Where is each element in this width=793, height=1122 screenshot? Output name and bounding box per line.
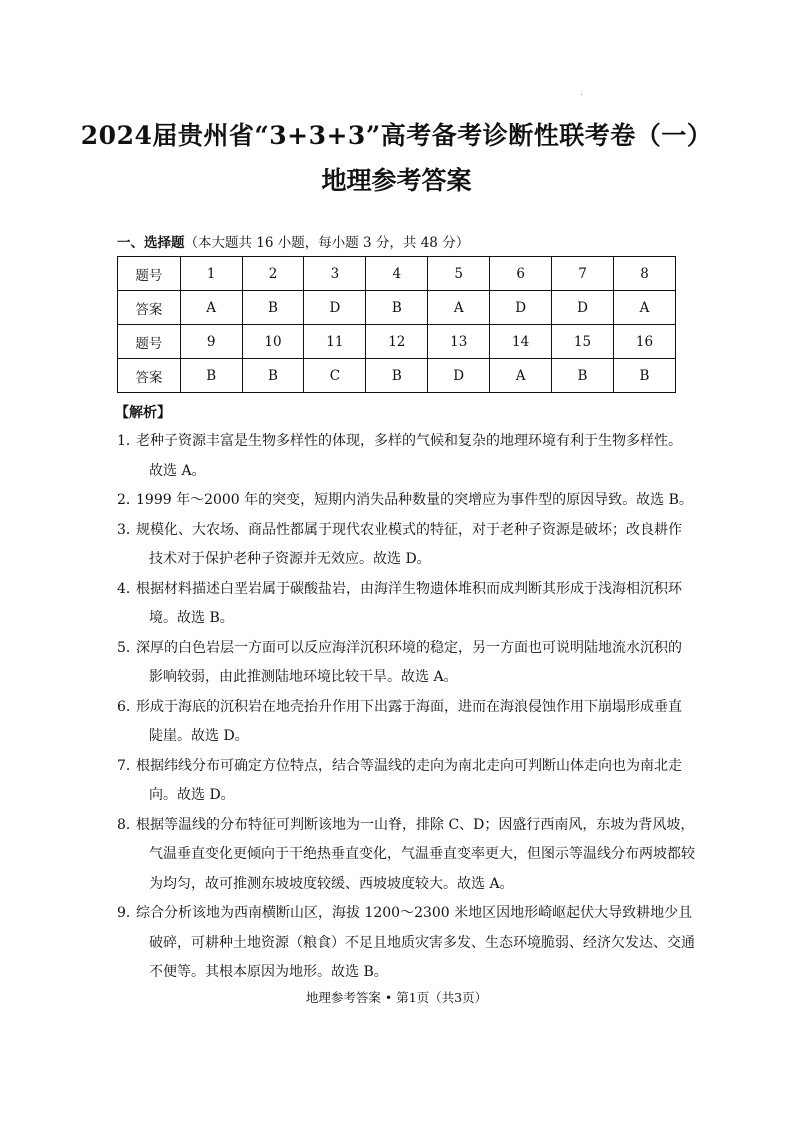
item-number: 7． xyxy=(117,757,140,774)
table-row xyxy=(118,325,676,359)
list-item xyxy=(117,516,687,575)
table-cell: 9 xyxy=(180,325,242,359)
table-cell: 12 xyxy=(366,325,428,359)
item-text-line: 不便等。其根本原因为地形。故选 B。 xyxy=(149,964,388,980)
section-heading xyxy=(117,231,469,251)
table-row xyxy=(118,359,676,393)
answer-table xyxy=(117,256,676,393)
list-item xyxy=(117,693,687,752)
item-text-line: 故选 A。 xyxy=(149,462,206,479)
table-cell: D xyxy=(552,291,614,325)
item-number: 1． xyxy=(117,433,140,449)
table-cell: D xyxy=(304,291,366,325)
table-cell: 2 xyxy=(242,257,304,291)
list-item xyxy=(117,899,695,988)
page-footer: 地理参考答案 • 第1页（共3页） xyxy=(305,990,488,1005)
item-number: 8． xyxy=(117,816,140,833)
list-item xyxy=(117,811,695,900)
table-cell: B xyxy=(242,291,304,325)
table-cell: 3 xyxy=(304,257,366,291)
document-title: 2024届贵州省“3+3+3”高考备考诊断性联考卷（一） xyxy=(80,121,713,150)
table-cell: 6 xyxy=(490,257,552,291)
section-title: 一、选择题 xyxy=(117,235,185,251)
item-text-line: 老种子资源丰富是生物多样性的体现，多样的气候和复杂的地理环境有利于生物多样性。 xyxy=(136,433,682,449)
item-number: 3． xyxy=(117,521,140,538)
table-cell: 7 xyxy=(552,257,614,291)
table-cell: A xyxy=(613,291,675,325)
item-text-line: 深厚的白色岩层一方面可以反应海洋沉积环境的稳定，另一方面也可说明陆地流水沉积的 xyxy=(136,639,682,656)
item-text-line: 为均匀，故可推测东坡坡度较缓、西坡坡度较大。故选 A。 xyxy=(149,875,514,892)
list-item xyxy=(117,575,687,634)
table-cell: 15 xyxy=(552,325,614,359)
analysis-list xyxy=(117,427,695,988)
document-subtitle: 地理参考答案 xyxy=(321,166,472,195)
table-cell: 5 xyxy=(428,257,490,291)
item-text-line: 技术对于保护老种子资源并无效应。故选 D。 xyxy=(149,551,431,567)
row-header-cell: 题号 xyxy=(118,325,181,359)
item-text-line: 综合分析该地为西南横断山区，海拔 1200～2300 米地区因地形崎岖起伏大导致耕地少且 xyxy=(136,905,693,921)
item-number: 4． xyxy=(117,580,140,597)
table-cell: B xyxy=(552,359,614,393)
item-text-line: 1999 年～2000 年的突变，短期内消失品种数量的突增应为事件型的原因导致。故选 B。 xyxy=(136,492,693,508)
table-row xyxy=(118,291,676,325)
row-header-cell: 答案 xyxy=(118,291,181,325)
section-note: （本大题共 16 小题，每小题 3 分，共 48 分） xyxy=(184,235,470,251)
list-item xyxy=(117,486,693,516)
item-text-line: 规模化、大农场、商品性都属于现代农业模式的特征，对于老种子资源是破坏；改良耕作 xyxy=(136,521,682,538)
list-item xyxy=(117,634,687,693)
table-cell: B xyxy=(180,359,242,393)
item-text-line: 陡崖。故选 D。 xyxy=(149,728,249,744)
table-cell: 14 xyxy=(490,325,552,359)
row-header-cell: 答案 xyxy=(118,359,181,393)
item-text-line: 破碎，可耕种土地资源（粮食）不足且地质灾害多发、生态环境脆弱、经济欠发达、交通 xyxy=(149,934,695,951)
item-number: 9． xyxy=(117,905,140,921)
item-text-line: 向。故选 D。 xyxy=(149,787,235,803)
table-cell: B xyxy=(613,359,675,393)
item-text-line: 气温垂直变化更倾向于干绝热垂直变化，气温垂直变率更大，但图示等温线分布两坡都较 xyxy=(149,846,695,862)
table-cell: B xyxy=(242,359,304,393)
analysis-heading: 【解析】 xyxy=(115,405,171,421)
table-cell: D xyxy=(490,291,552,325)
item-number: 5． xyxy=(117,639,140,656)
item-text-line: 形成于海底的沉积岩在地壳抬升作用下出露于海面，进而在海浪侵蚀作用下崩塌形成垂直 xyxy=(136,698,682,715)
table-cell: 16 xyxy=(613,325,675,359)
table-cell: 11 xyxy=(304,325,366,359)
list-item xyxy=(117,752,687,811)
table-cell: 4 xyxy=(366,257,428,291)
table-cell: B xyxy=(366,359,428,393)
table-cell: B xyxy=(366,291,428,325)
table-cell: 1 xyxy=(180,257,242,291)
scan-speck xyxy=(581,94,582,95)
item-text-line: 根据材料描述白垩岩属于碳酸盐岩，由海洋生物遗体堆积而成判断其形成于浅海相沉积环 xyxy=(136,580,682,597)
table-cell: 10 xyxy=(242,325,304,359)
table-cell: D xyxy=(428,359,490,393)
item-text-line: 影响较弱，由此推测陆地环境比较干旱。故选 A。 xyxy=(149,669,458,685)
table-cell: 13 xyxy=(428,325,490,359)
table-cell: C xyxy=(304,359,366,393)
item-text-line: 根据纬线分布可确定方位特点，结合等温线的走向为南北走向可判断山体走向也为南北走 xyxy=(136,757,682,774)
table-cell: A xyxy=(490,359,552,393)
list-item xyxy=(117,427,687,486)
table-cell: A xyxy=(180,291,242,325)
table-cell: 8 xyxy=(613,257,675,291)
item-number: 2． xyxy=(117,492,140,508)
item-text-line: 根据等温线的分布特征可判断该地为一山脊，排除 C、D；因盛行西南风，东坡为背风坡， xyxy=(136,816,695,833)
table-cell: A xyxy=(428,291,490,325)
item-number: 6． xyxy=(117,698,140,715)
item-text-line: 境。故选 B。 xyxy=(149,610,234,626)
row-header-cell: 题号 xyxy=(118,257,181,291)
table-row xyxy=(118,257,676,291)
